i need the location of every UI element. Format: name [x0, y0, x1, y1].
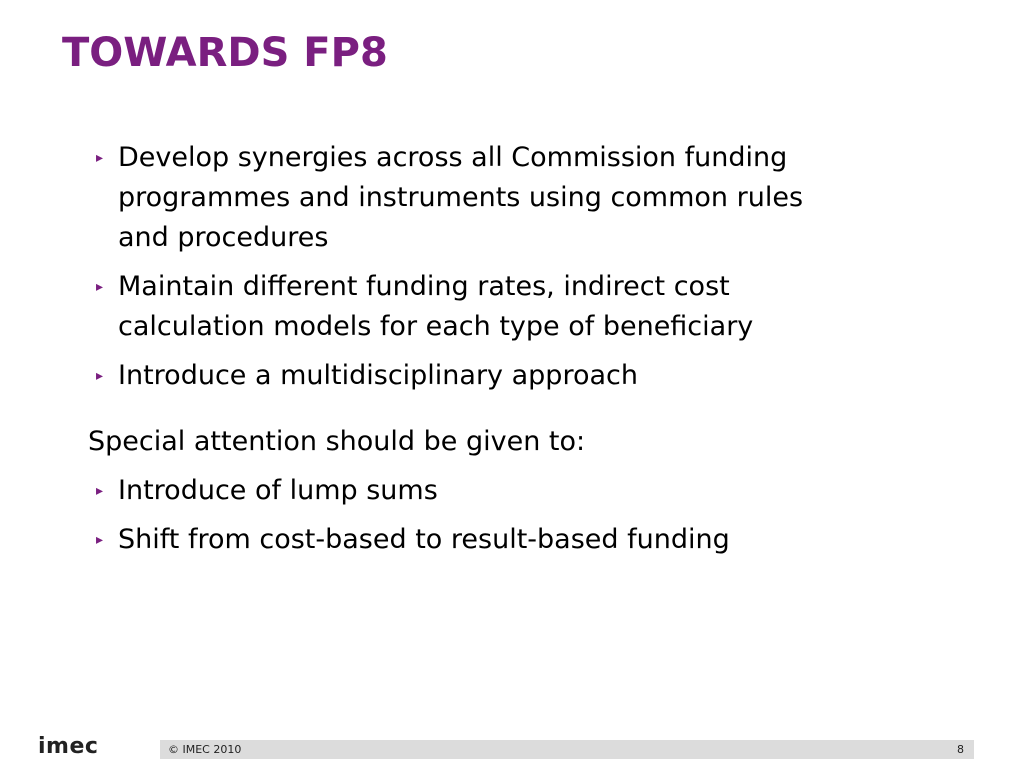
bullet-item: [88, 471, 848, 511]
bullet-text: Introduce of lump sums: [118, 475, 438, 506]
footer-copyright: © IMEC 2010: [168, 743, 242, 756]
triangle-bullet-icon: ▸: [96, 368, 104, 384]
bullet-item: [88, 267, 848, 347]
special-attention-section: [88, 422, 848, 560]
bullet-item: [88, 356, 848, 396]
triangle-bullet-icon: ▸: [96, 532, 104, 548]
triangle-bullet-icon: ▸: [96, 150, 104, 166]
slide-title: TOWARDS FP8: [62, 30, 388, 76]
bullet-text: Develop synergies across all Commission funding programmes and instruments using common rules and procedures: [118, 142, 804, 253]
special-attention-intro: Special attention should be given to:: [88, 426, 586, 457]
bullet-item: [88, 138, 848, 258]
page-number: 8: [957, 743, 964, 756]
bullet-text: Shift from cost-based to result-based funding: [118, 524, 730, 555]
footer-bar: [160, 740, 974, 759]
bullet-text: Introduce a multidisciplinary approach: [118, 360, 638, 391]
bullet-list-special: [88, 471, 848, 560]
slide-content: [88, 138, 848, 569]
bullet-list-main: [88, 138, 848, 396]
imec-logo: imec: [38, 734, 99, 759]
triangle-bullet-icon: ▸: [96, 483, 104, 499]
triangle-bullet-icon: ▸: [96, 279, 104, 295]
bullet-item: [88, 520, 848, 560]
bullet-text: Maintain different funding rates, indirect cost calculation models for each type of beneficiary: [118, 271, 754, 342]
